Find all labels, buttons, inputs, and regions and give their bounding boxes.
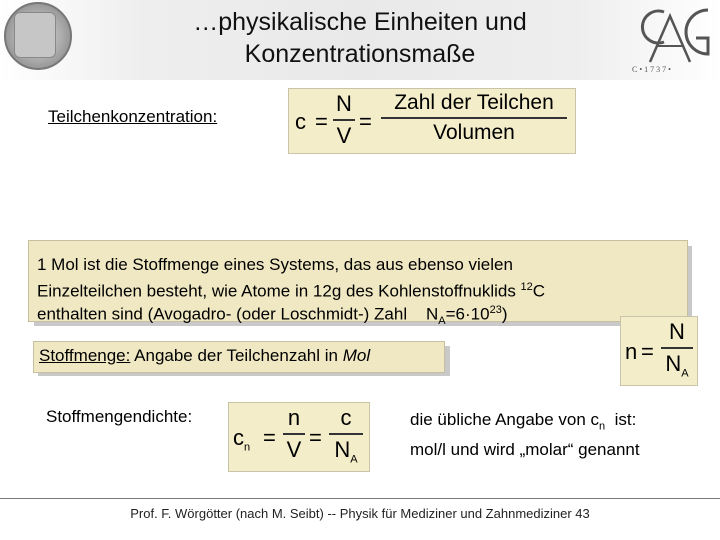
text: die übliche Angabe von c bbox=[410, 410, 600, 429]
formula-equals: = bbox=[641, 339, 654, 364]
fraction-n-over-na bbox=[661, 319, 693, 379]
subscript: n bbox=[244, 441, 251, 454]
title-line-1: …physikalische Einheiten und bbox=[193, 8, 527, 36]
mol-definition-box bbox=[28, 240, 688, 328]
superscript: 23 bbox=[489, 304, 502, 316]
subscript: A bbox=[681, 367, 689, 380]
formula-cn bbox=[233, 425, 250, 453]
numerator: N bbox=[336, 91, 352, 116]
fraction-bar bbox=[333, 119, 355, 121]
footer-divider bbox=[0, 498, 720, 499]
fraction-c-over-na bbox=[329, 405, 363, 465]
text: N bbox=[665, 351, 682, 376]
subscript: A bbox=[438, 315, 446, 328]
note-line-1 bbox=[410, 408, 710, 438]
gottingen-ga-monogram-icon bbox=[620, 2, 720, 82]
seal-crest bbox=[14, 12, 56, 58]
text: ) bbox=[501, 304, 508, 324]
formula-equals: = bbox=[315, 109, 328, 134]
formula-c: c bbox=[295, 109, 306, 134]
formula-equals: = bbox=[359, 109, 372, 134]
numerator: n bbox=[287, 405, 301, 430]
denominator: Volumen bbox=[433, 121, 515, 144]
formula-n: n bbox=[625, 339, 638, 364]
denominator: V bbox=[336, 123, 352, 148]
fraction-bar bbox=[329, 433, 363, 435]
text: c bbox=[233, 425, 244, 450]
numerator: Zahl der Teilchen bbox=[394, 91, 554, 114]
fraction-bar bbox=[283, 433, 305, 435]
text: ist: bbox=[605, 410, 637, 429]
particle-concentration-label: Teilchenkonzentration: bbox=[48, 107, 218, 126]
note-line-2: mol/l und wird „molar“ genannt bbox=[410, 440, 640, 460]
formula-equals: = bbox=[309, 425, 322, 450]
amount-density-label: Stoffmengendichte: bbox=[46, 407, 193, 426]
svg-text:C • 1 7 3 7 •: C • 1 7 3 7 • bbox=[632, 65, 671, 74]
text: enthalten sind (Avogadro- (oder Loschmidt-) Zahl N bbox=[37, 304, 439, 324]
amount-density-formula bbox=[228, 402, 370, 472]
title-line-2: Konzentrationsmaße bbox=[244, 40, 476, 68]
subscript: n bbox=[599, 420, 606, 433]
formula-equals: = bbox=[263, 425, 276, 450]
molar-note bbox=[410, 408, 710, 461]
page-title bbox=[110, 6, 610, 70]
denominator bbox=[329, 437, 363, 465]
stoffmenge-term: Stoffmenge: bbox=[39, 346, 131, 365]
subscript: A bbox=[350, 453, 358, 466]
stoffmenge-text bbox=[39, 346, 370, 366]
definition-line-3 bbox=[37, 299, 508, 333]
footer-text: Prof. F. Wörgötter (nach M. Seibt) -- Physik für Mediziner und Zahnmediziner 43 bbox=[130, 506, 590, 521]
superscript: 12 bbox=[520, 281, 533, 293]
definition-line-1: 1 Mol ist die Stoffmenge eines Systems, das aus ebenso vielen bbox=[37, 255, 513, 274]
fraction-n-over-v bbox=[333, 91, 355, 149]
unit-mol: Mol bbox=[342, 346, 371, 365]
text: C bbox=[532, 281, 546, 301]
numerator: N bbox=[669, 319, 685, 344]
amount-of-substance-formula bbox=[620, 316, 698, 386]
fraction-words bbox=[381, 91, 567, 145]
text: Einzelteilchen besteht, wie Atome in 12g des Kohlenstoffnuklids bbox=[37, 281, 521, 301]
numerator: c bbox=[340, 405, 352, 430]
stoffmenge-box bbox=[33, 341, 445, 373]
fraction-bar bbox=[661, 347, 693, 349]
text: Angabe der Teilchenzahl in bbox=[130, 346, 343, 365]
fraction-n-over-v bbox=[283, 405, 305, 463]
text: =6·10 bbox=[445, 304, 490, 324]
fraction-bar bbox=[381, 117, 567, 119]
denominator: V bbox=[286, 437, 302, 462]
denominator bbox=[661, 351, 693, 379]
particle-concentration-formula bbox=[288, 88, 576, 154]
text: N bbox=[334, 437, 351, 462]
